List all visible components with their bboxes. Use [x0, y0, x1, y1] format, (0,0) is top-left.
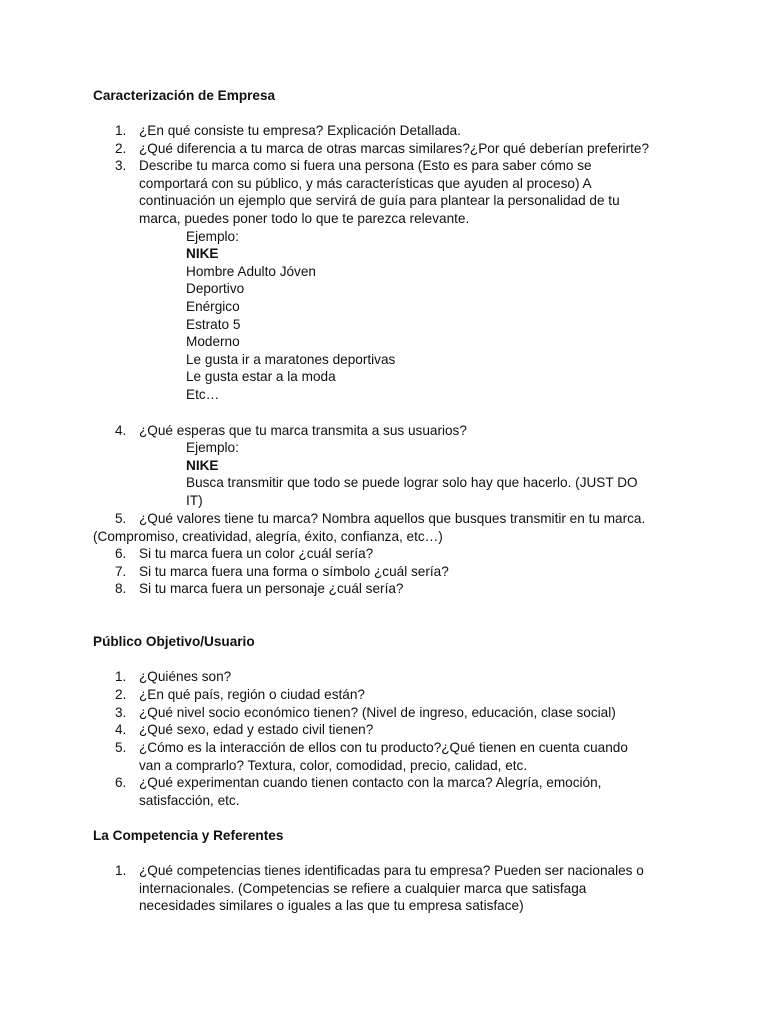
list-item: ¿Cómo es la interacción de ellos con tu producto?¿Qué tienen en cuenta cuando: [139, 740, 628, 755]
list-item-continuation: necesidades similares o iguales a las que tu empresa satisface): [139, 898, 524, 913]
list-item: Si tu marca fuera un personaje ¿cuál sería?: [139, 581, 404, 596]
list-number: 8.: [115, 581, 127, 596]
list-item-continuation: internacionales. (Competencias se refiere a cualquier marca que satisfaga: [139, 881, 587, 896]
list-item-continuation: continuación un ejemplo que servirá de guía para plantear la personalidad de tu: [139, 193, 620, 208]
example-trait: Moderno: [186, 334, 240, 349]
list-item-continuation: van a comprarlo? Textura, color, comodidad, precio, calidad, etc.: [139, 758, 528, 773]
list-item-continuation: satisfacción, etc.: [139, 793, 240, 808]
list-number: 5.: [115, 511, 127, 526]
example-brand: NIKE: [186, 458, 219, 473]
list-item: ¿En qué consiste tu empresa? Explicación Detallada.: [139, 123, 461, 138]
list-item: ¿En qué país, región o ciudad están?: [139, 687, 365, 702]
list-number: 4.: [115, 722, 127, 737]
example-trait: Hombre Adulto Jóven: [186, 264, 316, 279]
example-trait: Enérgico: [186, 299, 240, 314]
list-item: Si tu marca fuera una forma o símbolo ¿cuál sería?: [139, 564, 449, 579]
list-item: ¿Qué nivel socio económico tienen? (Nivel de ingreso, educación, clase social): [139, 705, 616, 720]
section-heading: La Competencia y Referentes: [93, 828, 284, 843]
example-text: IT): [186, 493, 203, 508]
list-item: ¿Qué valores tiene tu marca? Nombra aquellos que busques transmitir en tu marca.: [139, 511, 646, 526]
list-item-continuation: marca, puedes poner todo lo que te parezca relevante.: [139, 211, 470, 226]
example-trait: Deportivo: [186, 281, 245, 296]
example-trait: Le gusta ir a maratones deportivas: [186, 352, 396, 367]
list-number: 3.: [115, 705, 127, 720]
list-item: ¿Qué competencias tienes identificadas para tu empresa? Pueden ser nacionales o: [139, 863, 644, 878]
example-label: Ejemplo:: [186, 229, 239, 244]
list-item: ¿Qué diferencia a tu marca de otras marcas similares?¿Por qué deberían preferirte?: [139, 141, 649, 156]
section-heading: Caracterización de Empresa: [93, 88, 276, 103]
list-number: 1.: [115, 669, 127, 684]
list-number: 6.: [115, 546, 127, 561]
example-trait: Estrato 5: [186, 317, 241, 332]
list-number: 1.: [115, 863, 127, 878]
list-item: Describe tu marca como si fuera una persona (Esto es para saber cómo se: [139, 158, 592, 173]
list-number: 2.: [115, 687, 127, 702]
list-item: ¿Qué esperas que tu marca transmita a sus usuarios?: [139, 423, 467, 438]
list-number: 2.: [115, 141, 127, 156]
example-trait: Le gusta estar a la moda: [186, 369, 336, 384]
section-heading: Público Objetivo/Usuario: [93, 634, 255, 649]
example-text: Busca transmitir que todo se puede lograr solo hay que hacerlo. (JUST DO: [186, 475, 638, 490]
list-number: 6.: [115, 775, 127, 790]
list-item: ¿Qué experimentan cuando tienen contacto con la marca? Alegría, emoción,: [139, 775, 602, 790]
list-item-continuation: comportará con su público, y más características que ayuden al proceso) A: [139, 176, 592, 191]
example-trait: Etc…: [186, 387, 220, 402]
list-number: 3.: [115, 158, 127, 173]
list-number: 7.: [115, 564, 127, 579]
list-item: ¿Quiénes son?: [139, 669, 232, 684]
list-number: 4.: [115, 423, 127, 438]
list-item: ¿Qué sexo, edad y estado civil tienen?: [139, 722, 374, 737]
example-brand: NIKE: [186, 246, 219, 261]
list-item-continuation: (Compromiso, creatividad, alegría, éxito, confianza, etc…): [93, 529, 443, 544]
list-number: 1.: [115, 123, 127, 138]
example-label: Ejemplo:: [186, 440, 239, 455]
list-item: Si tu marca fuera un color ¿cuál sería?: [139, 546, 374, 561]
list-number: 5.: [115, 740, 127, 755]
